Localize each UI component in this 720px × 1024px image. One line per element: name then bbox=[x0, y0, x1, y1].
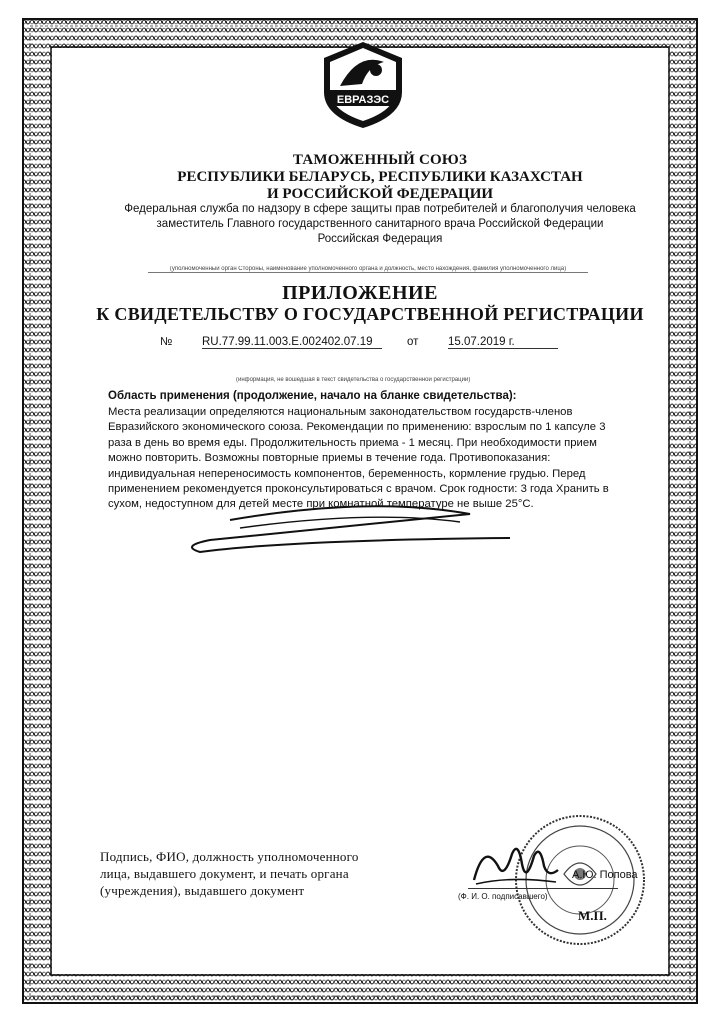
signature-label bbox=[100, 848, 420, 899]
emblem-text: ЕВРАЗЭС bbox=[336, 94, 390, 106]
body-line: сухом, недоступном для детей месте при комнатной температуре не выше 25°С. bbox=[108, 498, 534, 511]
signer-underline bbox=[468, 888, 618, 889]
fio-caption: (Ф. И. О. подписавшего) bbox=[458, 892, 548, 901]
registration-number-row bbox=[160, 336, 580, 356]
header-line-1: ТАМОЖЕННЫЙ СОЮЗ bbox=[292, 152, 468, 168]
eurasec-emblem bbox=[318, 40, 408, 130]
scope-body bbox=[108, 405, 628, 513]
body-line: раза в день во время еды. Продолжительность приема - 1 месяц. При необходимости прием bbox=[108, 436, 597, 449]
registration-date: 15.07.2019 г. bbox=[448, 336, 558, 349]
authority-caption: (уполномоченный орган Стороны, наименование уполномоченного органа и должность, место нахождения, фамилия уполномоченного лица) bbox=[148, 266, 588, 273]
cancellation-scribble bbox=[170, 500, 530, 570]
seal-mark: М.П. bbox=[578, 908, 607, 923]
header-line-3: И РОССИЙСКОЙ ФЕДЕРАЦИИ bbox=[266, 186, 494, 202]
authority-line-1: Федеральная служба по надзору в сфере защиты прав потребителей и благополучия человека bbox=[124, 203, 636, 215]
document-title: ПРИЛОЖЕНИЕ bbox=[282, 282, 438, 304]
signature-label-line: (учреждения), выдавшего документ bbox=[100, 883, 305, 898]
body-line: Места реализации определяются национальным законодательством государств-членов bbox=[108, 406, 573, 418]
header-line-2: РЕСПУБЛИКИ БЕЛАРУСЬ, РЕСПУБЛИКИ КАЗАХСТАН bbox=[177, 169, 583, 185]
scope-heading: Область применения (продолжение, начало на бланке свидетельства): bbox=[108, 390, 517, 402]
signature-label-line: лица, выдавшего документ, и печать органа bbox=[100, 866, 349, 881]
document-subtitle: К СВИДЕТЕЛЬСТВУ О ГОСУДАРСТВЕННОЙ РЕГИСТРАЦИИ bbox=[96, 304, 644, 324]
body-line: индивидуальная непереносимость компонентов, беременность, кормление грудью. Перед bbox=[108, 467, 586, 480]
authority-line-3: Российская Федерация bbox=[317, 233, 443, 245]
body-line: можно повторить. Возможны повторные приемы в течение года. Противопоказания: bbox=[108, 452, 551, 465]
number-label: № bbox=[160, 336, 173, 348]
body-line: Евразийского экономического союза. Рекомендации по применению: взрослым по 1 капсуле 3 bbox=[108, 421, 606, 434]
from-label: от bbox=[407, 336, 419, 348]
signer-name: А.Ю. Попова bbox=[572, 869, 638, 881]
body-line: применением рекомендуется проконсультироваться с врачом. Срок годности: 3 года Хранить в bbox=[108, 483, 609, 496]
registration-number: RU.77.99.11.003.E.002402.07.19 bbox=[202, 336, 382, 349]
authority-line-2: заместитель Главного государственного санитарного врача Российской Федерации bbox=[156, 218, 604, 230]
info-caption: (информация, не вошедшая в текст свидетельства о государственной регистрации) bbox=[236, 377, 471, 383]
handwritten-signature bbox=[470, 836, 560, 892]
signature-label-line: Подпись, ФИО, должность уполномоченного bbox=[100, 849, 359, 864]
